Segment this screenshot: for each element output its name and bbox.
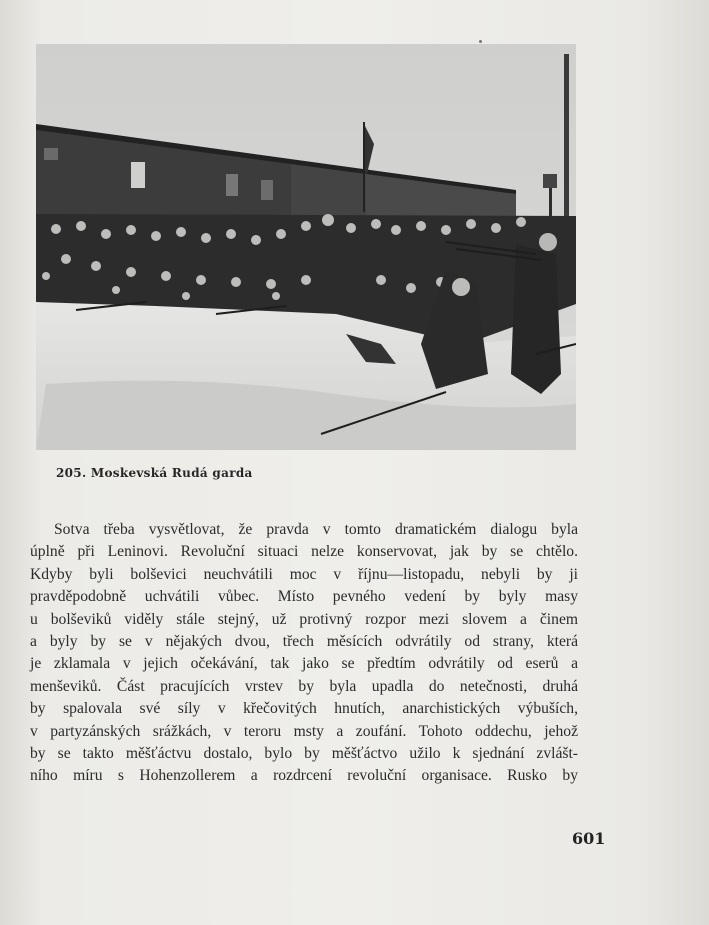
train-window: [261, 180, 273, 200]
text-line: menševiků. Část pracujících vrstev by byla upadla do netečnosti, druhá: [30, 677, 578, 695]
train-window: [226, 174, 238, 196]
train-window: [131, 162, 145, 188]
soldier-standing: [511, 244, 561, 394]
text-line: úplně při Leninovi. Revoluční situaci nelze konservovat, jak by se chtělo.: [30, 543, 578, 561]
paper-speck: [479, 40, 482, 43]
figure-caption: 205. Moskevská Rudá garda: [56, 466, 253, 480]
text-line: by se takto měšťáctvu dostalo, bylo by měšťáctvo užilo k sjednání zvlášt-: [30, 744, 578, 762]
text-line: by spalovala své síly v křečovitých hnutích, anarchistických výbuších,: [30, 700, 578, 718]
text-line: u bolševiků viděly stále stejný, už protivný rozpor mezi slovem a činem: [30, 610, 578, 628]
text-line: ního míru s Hohenzollerem a rozdrcení revoluční organisace. Rusko by: [30, 767, 578, 785]
soldier-face: [539, 233, 557, 251]
train-window: [44, 148, 58, 160]
body-text: [30, 519, 578, 788]
page-number: 601: [572, 829, 606, 848]
text-line: v partyzánských srážkách, v teroru msty a zoufání. Tohoto oddechu, jehož: [30, 722, 578, 740]
soldier-face: [452, 278, 470, 296]
text-line: pravděpodobně uchvátili vůbec. Místo pevného vedení by byly masy: [30, 588, 578, 606]
historical-photo: [36, 44, 576, 450]
text-line: je zklamala v jejich očekávání, tak jako se předtím odvrátily od eserů a: [30, 655, 578, 673]
photo-illustration: [36, 44, 576, 450]
lamp: [543, 174, 557, 188]
text-line: Sotva třeba vysvětlovat, že pravda v tomto dramatickém dialogu byla: [54, 521, 578, 538]
flagpole: [363, 122, 365, 212]
text-line: Kdyby byli bolševici neuchvátili moc v říjnu—listopadu, nebyli by ji: [30, 565, 578, 583]
text-line: a byly by se v nějakých dvou, třech měsících odvrátily od strany, která: [30, 632, 578, 650]
